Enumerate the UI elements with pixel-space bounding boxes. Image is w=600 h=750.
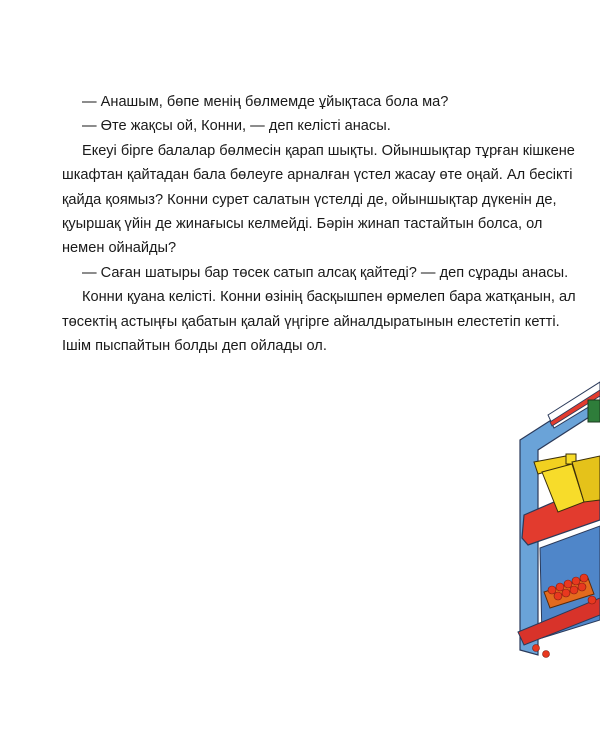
paragraph: — Өте жақсы ой, Конни, — деп келісті анасы. xyxy=(82,118,391,135)
story-text xyxy=(62,90,578,358)
paragraph: — Саған шатыры бар төсек сатып алсақ қайтеді? — деп сұрады анасы. xyxy=(82,264,569,281)
paragraph: Екеуі бірге балалар бөлмесін қарап шықты. Ойыншықтар тұрған кішкене шкафтан қайтадан бала бөлеуге арналған үстел жасау өте оңай. Ал бесікті қайда қоямыз? Конни сурет салатын үстелді де, ойыншықтар дүкенін де, қуыршақ үйін де жинағысы келмейді. Бәрін жинап тастайтын болса, ол немен ойнайды? xyxy=(62,142,575,257)
paragraph: Конни қуана келісті. Конни өзінің басқышпен өрмелеп бара жатқанын, ал төсектің астыңғы қабатын қалай үңгірге айналдыратынын елестетіп кетті. Ішім пыспайтын болды деп ойлады ол. xyxy=(62,289,576,355)
toy-shop-shelf-illustration xyxy=(488,370,600,670)
jar xyxy=(588,400,600,422)
paragraph: — Анашым, бөпе менің бөлмемде ұйықтаса бола ма? xyxy=(82,94,449,110)
